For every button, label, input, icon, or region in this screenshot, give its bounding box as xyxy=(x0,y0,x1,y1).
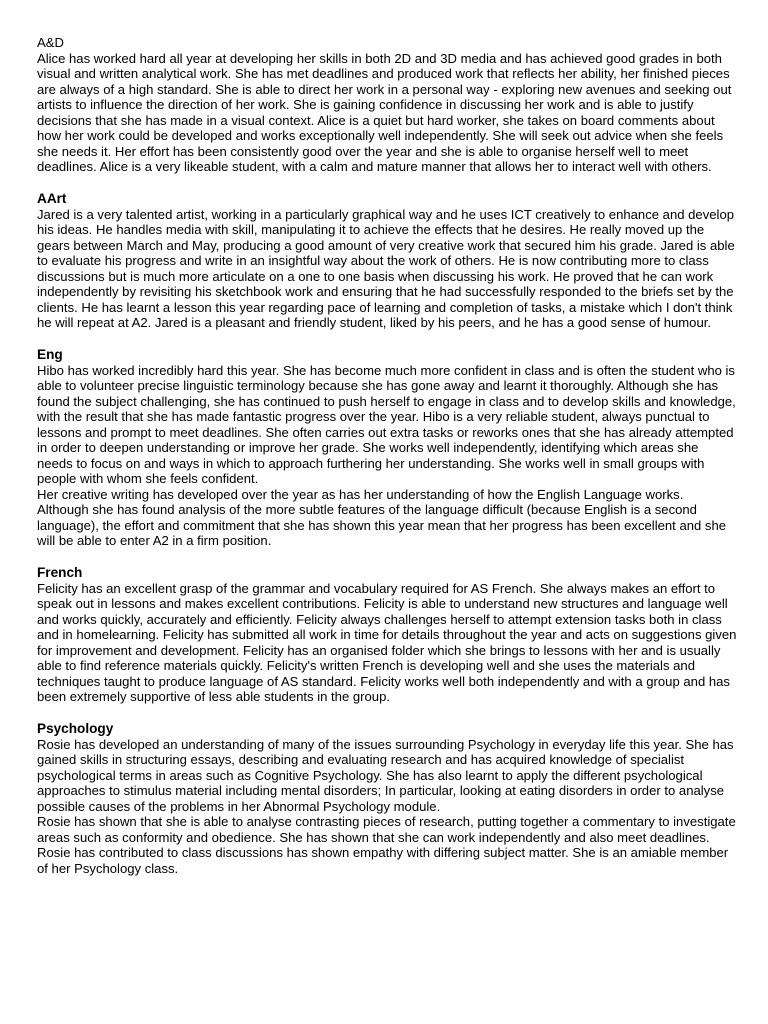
section-french xyxy=(37,565,737,705)
section-paragraph: Felicity has an excellent grasp of the grammar and vocabulary required for AS French. She always makes an effort to speak out in lessons and makes excellent contributions. Felicity is able to understand new structures and language well and works quickly, accurately and efficiently. Felicity always challenges herself to attempt extension tasks both in class and in homelearning. Felicity has submitted all work in time for details throughout the year and acts on suggestions given for improvement and development. Felicity has an organised folder which she brings to lessons with her and is usually able to find reference materials quickly. Felicity's written French is developing well and she uses the materials and techniques taught to produce language of AS standard. Felicity works well both independently and with a group and has been extremely supportive of less able students in the group. xyxy=(37,580,737,704)
section-paragraph: Rosie has shown that she is able to analyse contrasting pieces of research, putting together a commentary to investigate areas such as conformity and obedience. She has shown that she can work independently and also meet deadlines. xyxy=(37,814,736,845)
section-paragraph: Jared is a very talented artist, working in a particularly graphical way and he uses ICT creatively to enhance and develop his ideas. He handles media with skill, manipulating it to achieve the effects that he desires. He really moved up the gears between March and May, producing a good amount of very creative work that secured him his grade. Jared is able to evaluate his progress and write in an insightful way about the work of others. He is now contributing more to class discussions but is much more articulate on a one to one basis when discussing his work. He proved that he can work independently by revisiting his sketchbook work and ensuring that he had successfully responded to the briefs set by the clients. He has learnt a lesson this year regarding pace of learning and completion of tasks, a mistake which I don't think he will repeat at A2. Jared is a pleasant and friendly student, liked by his peers, and he has a good sense of humour. xyxy=(37,206,735,330)
section-heading: Psychology xyxy=(37,720,114,736)
section-heading: French xyxy=(37,564,83,580)
section-heading: Eng xyxy=(37,346,63,362)
section-heading: A&D xyxy=(37,35,64,50)
section-ad xyxy=(37,35,737,175)
report-page xyxy=(37,35,737,876)
section-aart xyxy=(37,191,737,331)
section-paragraph: Rosie has developed an understanding of many of the issues surrounding Psychology in everyday life this year. She has gained skills in structuring essays, describing and evaluating research and has acquired knowledge of specialist psychological terms in areas such as Cognitive Psychology. She has also learnt to apply the different psychological approaches to stimulus material including mental disorders; In particular, looking at eating disorders in order to analyse possible causes of the problems in her Abnormal Psychology module. xyxy=(37,736,734,814)
section-paragraph: Her creative writing has developed over the year as has her understanding of how the English Language works. Although she has found analysis of the more subtle features of the language difficult (because English is a second language), the effort and commitment that she has shown this year mean that her progress has been excellent and she will be able to enter A2 in a firm position. xyxy=(37,486,727,548)
section-heading: AArt xyxy=(37,190,67,206)
section-eng xyxy=(37,347,737,549)
section-paragraph: Hibo has worked incredibly hard this year. She has become much more confident in class and is often the student who is able to volunteer precise linguistic terminology because she has gone away and learnt it thoroughly. Although she has found the subject challenging, she has continued to push herself to engage in class and to develop skills and knowledge, with the result that she has made fantastic progress over the year. Hibo is a very reliable student, always punctual to lessons and prompt to meet deadlines. She often carries out extra tasks or reworks ones that she has already attempted in order to deepen understanding or improve her grade. She works well independently, identifying which areas she needs to focus on and ways in which to approach furthering her understanding. She works well in small groups with people with whom she feels confident. xyxy=(37,362,736,486)
section-psychology xyxy=(37,721,737,877)
section-paragraph: Rosie has contributed to class discussions has shown empathy with differing subject matter. She is an amiable member of her Psychology class. xyxy=(37,845,729,876)
section-paragraph: Alice has worked hard all year at developing her skills in both 2D and 3D media and has achieved good grades in both visual and written analytical work. She has met deadlines and produced work that reflects her ability, her finished pieces are always of a high standard. She is able to direct her work in a personal way - exploring new avenues and seeking out artists to influence the direction of her work. She is gaining confidence in discussing her work and is able to justify decisions that she has made in a visual context. Alice is a quiet but hard worker, she takes on board comments about how her work could be developed and works exceptionally well independently. She will seek out advice when she feels she needs it. Her effort has been consistently good over the year and she is able to organise herself well to meet deadlines. Alice is a very likeable student, with a calm and mature manner that allows her to interact well with others. xyxy=(37,50,732,174)
